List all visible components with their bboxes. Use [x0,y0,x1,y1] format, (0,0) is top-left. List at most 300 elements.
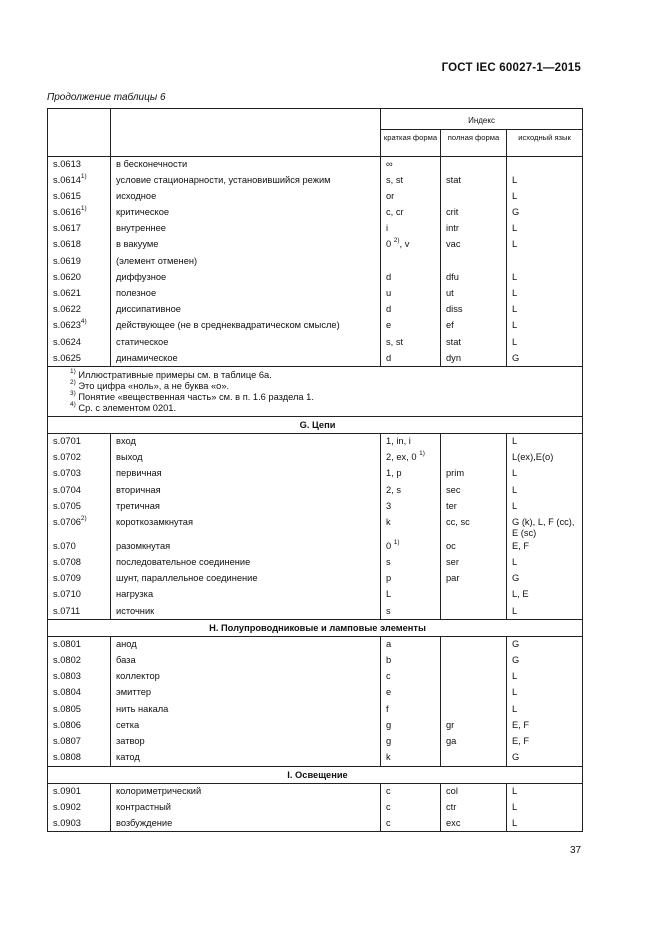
cell-short [381,466,441,482]
short-text: d [386,352,392,363]
name-text: коллектор [116,671,160,682]
cell-short [381,157,441,173]
name-text: диффузное [116,271,167,282]
cell-full: gr [441,718,507,734]
cell-lang: L [507,335,583,351]
name-text: выход [116,452,143,463]
table-row [48,637,583,653]
table-row [48,270,583,286]
short-text: g [386,719,392,730]
code-text: s.0615 [53,190,81,201]
code-text: s.0708 [53,557,81,568]
cell-code [48,173,111,189]
cell-full [441,653,507,669]
code-text: s.0623 [53,320,81,331]
footnote [70,381,582,392]
cell-code [48,539,111,555]
cell-lang: L [507,483,583,499]
cell-code [48,221,111,237]
code-text: s.0622 [53,304,81,315]
code-text: s.0902 [53,801,81,812]
name-text: источник [116,605,155,616]
table-row [48,483,583,499]
cell-code [48,669,111,685]
cell-short [381,539,441,555]
code-text: s.0625 [53,352,81,363]
cell-short [381,335,441,351]
cell-full: exc [441,816,507,832]
footnote-number: 3) [70,390,76,398]
cell-short [381,555,441,571]
cell-name [111,604,381,620]
cell-code [48,499,111,515]
cell-lang: L [507,221,583,237]
name-text: диссипативное [116,304,181,315]
cell-name [111,499,381,515]
header-empty-cell [48,109,111,157]
cell-full [441,157,507,173]
cell-lang: L [507,189,583,205]
short-text: a [386,639,392,650]
cell-full: stat [441,173,507,189]
cell-lang: L [507,286,583,302]
cell-code [48,286,111,302]
index-header: Индекс [381,109,583,130]
cell-short [381,237,441,253]
cell-code [48,571,111,587]
cell-name [111,587,381,603]
cell-short [381,685,441,701]
table-row [48,571,583,587]
cell-lang: E, F [507,718,583,734]
cell-code [48,637,111,653]
short-footnote-mark: 1) [419,450,425,458]
cell-lang: L [507,318,583,334]
name-text: нагрузка [116,589,154,600]
table-row [48,173,583,189]
cell-code [48,302,111,318]
cell-lang: G [507,750,583,766]
cell-full: ef [441,318,507,334]
short-text: c [386,801,391,812]
table-row [48,750,583,766]
name-text: короткозамкнутая [116,516,194,527]
cell-name [111,483,381,499]
cell-name [111,254,381,270]
table-row [48,434,583,450]
cell-full: ser [441,555,507,571]
code-text: s.0709 [53,573,81,584]
cell-full: vac [441,237,507,253]
table-row [48,555,583,571]
name-text: катод [116,752,140,763]
cell-full: oc [441,539,507,555]
table-row [48,157,583,173]
cell-name [111,450,381,466]
code-text: s.0804 [53,687,81,698]
code-text: s.0801 [53,639,81,650]
subheader-short: краткая форма [381,130,441,157]
cell-short [381,734,441,750]
table-row [48,783,583,799]
cell-short [381,800,441,816]
code-text: s.0704 [53,484,81,495]
short-text: f [386,703,389,714]
cell-short [381,783,441,799]
cell-full: col [441,783,507,799]
cell-full [441,685,507,701]
footnote [70,403,582,414]
table-row [48,221,583,237]
cell-lang: L(ex),E(o) [507,450,583,466]
cell-name [111,515,381,539]
cell-lang [507,254,583,270]
short-text: d [386,271,392,282]
cell-code [48,351,111,367]
cell-code [48,270,111,286]
name-text: динамическое [116,352,178,363]
cell-lang: E, F [507,734,583,750]
cell-short [381,221,441,237]
code-text: s.0614 [53,174,81,185]
code-text: s.0619 [53,255,81,266]
short-text: 2, ex, 0 [386,452,420,463]
short-text: s [386,557,391,568]
cell-name [111,653,381,669]
short-text: k [386,516,391,527]
name-text: статическое [116,336,169,347]
cell-short [381,286,441,302]
footnotes-row [48,367,583,417]
cell-short [381,189,441,205]
short-text: s, st [386,336,404,347]
cell-full: ctr [441,800,507,816]
name-text: (элемент отменен) [116,255,198,266]
section-row [48,417,583,434]
code-text: s.0903 [53,817,81,828]
section-title: G. Цепи [48,417,583,434]
cell-code [48,685,111,701]
table-row [48,450,583,466]
cell-full: crit [441,205,507,221]
cell-name [111,669,381,685]
short-text: g [386,735,392,746]
short-text: 0 [386,540,394,551]
cell-short [381,450,441,466]
cell-lang: L [507,237,583,253]
code-text: s.0901 [53,785,81,796]
cell-full: ga [441,734,507,750]
short-text: ∞ [386,159,393,169]
cell-name [111,800,381,816]
cell-name [111,718,381,734]
table-row [48,351,583,367]
code-footnote-mark: 4) [80,318,87,326]
short-text: k [386,752,391,763]
document-id: ГОСТ IEC 60027-1—2015 [441,62,581,74]
cell-full: intr [441,221,507,237]
footnote-number: 1) [70,368,76,376]
cell-code [48,653,111,669]
code-text: s.0616 [53,207,81,218]
table-row [48,685,583,701]
footnote-text: Иллюстративные примеры см. в таблице 6а. [75,370,272,381]
short-text: c [386,817,391,828]
short-text: 1, p [386,468,402,479]
cell-short [381,270,441,286]
footnote-text: Ср. с элементом 0201. [75,403,177,414]
cell-short [381,702,441,718]
cell-lang: L [507,669,583,685]
code-text: s.0808 [53,752,81,763]
cell-short [381,302,441,318]
table-row [48,587,583,603]
cell-full: dyn [441,351,507,367]
cell-name [111,205,381,221]
short-text: d [386,304,392,315]
cell-full: sec [441,483,507,499]
section-title: H. Полупроводниковые и ламповые элементы [48,620,583,637]
code-text: s.0617 [53,223,81,234]
name-text: анод [116,639,137,650]
cell-lang: L [507,555,583,571]
cell-code [48,466,111,482]
index-table [47,108,583,832]
table-row [48,335,583,351]
table-row [48,205,583,221]
cell-name [111,189,381,205]
page-number: 37 [570,845,582,856]
code-text: s.0703 [53,468,81,479]
cell-short [381,637,441,653]
cell-full [441,750,507,766]
cell-short [381,254,441,270]
code-text: s.0621 [53,288,81,298]
cell-full [441,587,507,603]
code-text: s.0613 [53,159,81,169]
cell-code [48,450,111,466]
short-text: s [386,605,391,616]
cell-short [381,515,441,539]
cell-code [48,515,111,539]
short-text: 0 [386,239,394,250]
short-text: i [386,223,389,234]
table-row [48,254,583,270]
cell-code [48,800,111,816]
cell-lang [507,157,583,173]
short-text: p [386,573,392,584]
cell-name [111,270,381,286]
name-text: шунт, параллельное соединение [116,573,258,584]
code-text: s.0711 [53,605,81,616]
cell-short [381,173,441,189]
table-row [48,816,583,832]
table-row [48,515,583,539]
cell-name [111,539,381,555]
footnote-number: 4) [70,401,76,409]
cell-full [441,189,507,205]
short-text: e [386,320,392,331]
table-row [48,604,583,620]
cell-code [48,205,111,221]
cell-name [111,221,381,237]
cell-code [48,734,111,750]
cell-name [111,157,381,173]
cell-short [381,205,441,221]
cell-full: par [441,571,507,587]
cell-lang: L [507,604,583,620]
section-row [48,620,583,637]
name-text: первичная [116,468,162,479]
cell-lang: L [507,702,583,718]
cell-lang: G [507,205,583,221]
code-text: s.0706 [53,516,81,527]
cell-lang: G [507,637,583,653]
header-empty-cell [111,109,381,157]
short-footnote-mark: 2) [393,237,400,245]
cell-code [48,318,111,334]
name-text: разомкнутая [116,540,171,551]
cell-lang: L [507,685,583,701]
table-row [48,499,583,515]
name-text: возбуждение [116,817,173,828]
cell-name [111,466,381,482]
short-text: c [386,785,391,796]
short-text-tail: , v [399,239,410,250]
table-row [48,237,583,253]
cell-name [111,173,381,189]
name-text: в вакууме [116,239,159,250]
footnote [70,370,582,381]
code-footnote-mark: 1) [80,172,87,180]
cell-name [111,571,381,587]
short-text: or [386,190,395,201]
cell-lang: L [507,800,583,816]
cell-short [381,604,441,620]
name-text: действующее (не в среднеквадратическом смысле) [116,320,340,331]
code-text: s.0803 [53,671,81,682]
table-row [48,318,583,334]
cell-code [48,750,111,766]
name-text: полезное [116,288,157,298]
code-text: s.0710 [53,589,81,600]
cell-code [48,254,111,270]
cell-lang: L [507,270,583,286]
cell-full: stat [441,335,507,351]
cell-full [441,702,507,718]
cell-code [48,189,111,205]
short-text: 1, in, i [386,436,411,447]
cell-code [48,335,111,351]
short-text: L [386,589,392,600]
name-text: в бесконечности [116,159,188,169]
cell-name [111,318,381,334]
cell-short [381,571,441,587]
short-text: c, cr [386,207,404,218]
cell-code [48,555,111,571]
name-text: сетка [116,719,140,730]
cell-short [381,816,441,832]
cell-name [111,335,381,351]
cell-full: dfu [441,270,507,286]
section-row [48,766,583,783]
code-text: s.0805 [53,703,81,714]
cell-full [441,604,507,620]
name-text: критическое [116,207,170,218]
footnote-text: Это цифра «ноль», а не буква «о». [75,381,230,392]
cell-full: ter [441,499,507,515]
table-row [48,800,583,816]
cell-name [111,734,381,750]
table-row [48,653,583,669]
subheader-full: полная форма [441,130,507,157]
cell-short [381,351,441,367]
cell-full [441,434,507,450]
cell-lang: L, E [507,587,583,603]
cell-name [111,351,381,367]
table-row [48,302,583,318]
cell-name [111,750,381,766]
cell-code [48,718,111,734]
name-text: вторичная [116,484,161,495]
code-text: s.0807 [53,735,81,746]
cell-short [381,653,441,669]
cell-short [381,318,441,334]
cell-code [48,587,111,603]
cell-name [111,702,381,718]
cell-full [441,254,507,270]
footnote-number: 2) [70,379,76,387]
short-text: u [386,288,392,298]
cell-code [48,604,111,620]
cell-code [48,702,111,718]
cell-name [111,302,381,318]
table-row [48,466,583,482]
cell-short [381,750,441,766]
cell-lang: G [507,571,583,587]
code-footnote-mark: 1) [80,204,87,212]
cell-code [48,157,111,173]
cell-lang: L [507,434,583,450]
cell-full: cc, sc [441,515,507,539]
name-text: контрастный [116,801,171,812]
table-row [48,734,583,750]
cell-code [48,483,111,499]
short-footnote-mark: 1) [393,538,400,546]
code-text: s.0701 [53,436,81,447]
cell-short [381,499,441,515]
cell-lang: G (k), L, F (cc), E (sc) [507,515,583,539]
cell-short [381,483,441,499]
code-text: s.0702 [53,452,81,463]
table-row [48,286,583,302]
cell-full [441,450,507,466]
cell-short [381,718,441,734]
table-row [48,702,583,718]
table-row [48,189,583,205]
short-text: 3 [386,500,392,511]
code-text: s.0806 [53,719,81,730]
name-text: вход [116,436,136,447]
name-text: условие стационарности, установившийся режим [116,174,331,185]
cell-name [111,637,381,653]
subheader-lang: исходный язык [507,130,583,157]
short-text: b [386,655,392,665]
code-text: s.0802 [53,655,81,665]
cell-code [48,434,111,450]
footnotes-cell [48,367,583,417]
cell-code [48,237,111,253]
